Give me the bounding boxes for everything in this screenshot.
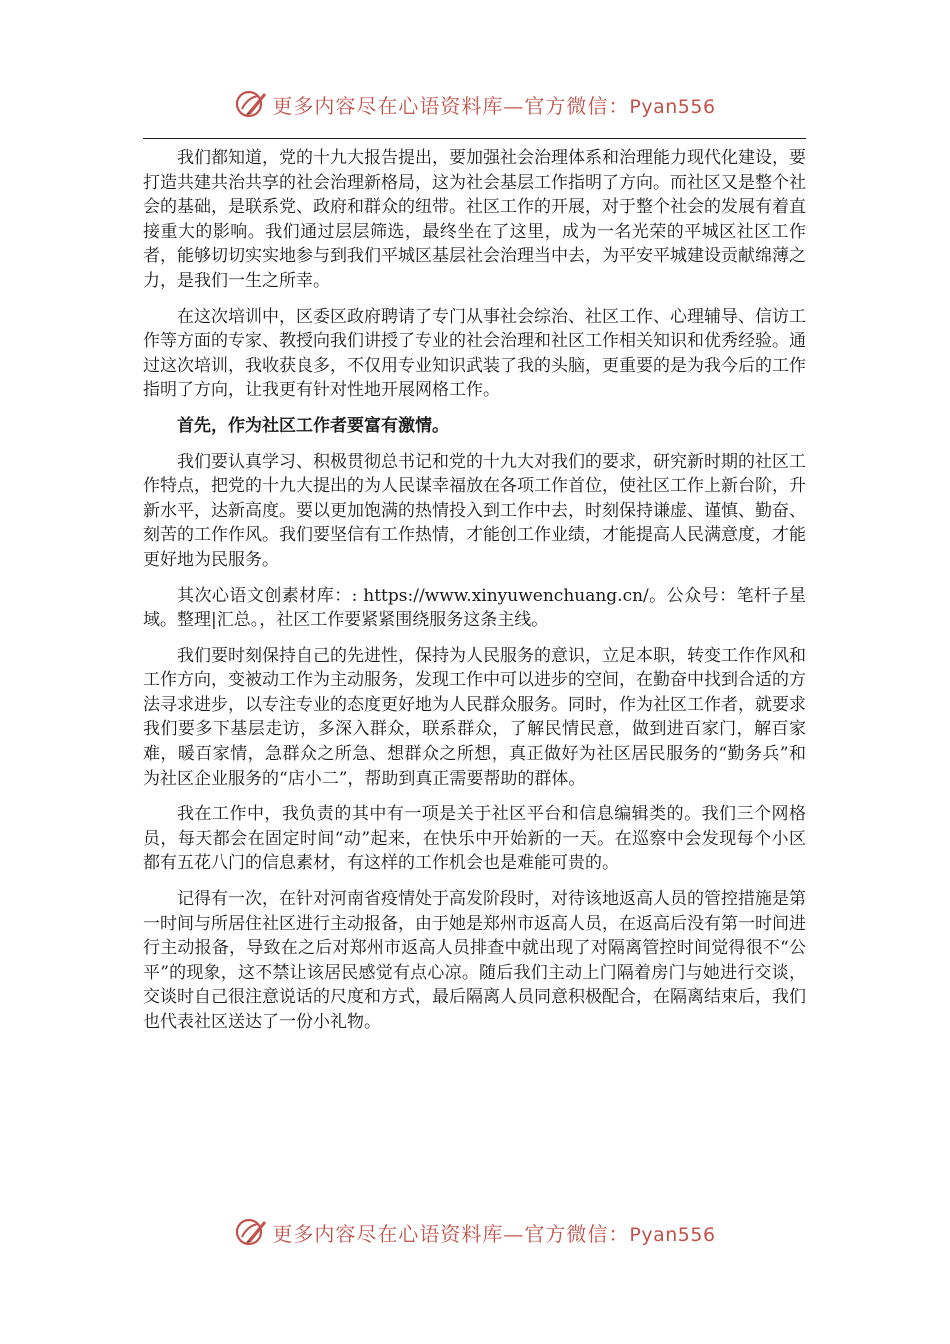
paragraph: 其次心语文创素材库：: https://www.xinyuwenchuang.cn/。公众号：笔杆子星域。整理|汇总。，社区工作要紧紧围绕服务这条主线。 — [143, 585, 806, 631]
paragraph: 我们要时刻保持自己的先进性，保持为人民服务的意识，立足本职，转变工作作风和工作方向，变被动工作为主动服务，发现工作中可以进步的空间，在勤奋中找到合适的方法寻求进步，以专注专业的态度更好地为人民群众服务。同时，作为社区工作者，就要求我们要多下基层走访，多深入群众，联系群众，了解民情民意，做到进百家门，解百家难，暖百家情，急群众之所急、想群众之所想，真正做好为社区居民服务的“勤务兵”和为社区企业服务的“店小二”，帮助到真正需要帮助的群体。 — [143, 645, 806, 789]
header-wechat-id: Pyan556 — [629, 95, 716, 118]
pen-logo-icon — [234, 87, 268, 121]
section-heading: 首先，作为社区工作者要富有激情。 — [177, 415, 449, 436]
footer-wechat-id: Pyan556 — [629, 1223, 716, 1246]
pen-logo-icon — [234, 1215, 268, 1249]
paragraph: 记得有一次，在针对河南省疫情处于高发阶段时，对待该地返高人员的管控措施是第一时间与所居住社区进行主动报备，由于她是郑州市返高人员，在返高后没有第一时间进行主动报备，导致在之后对郑州市返高人员排查中就出现了对隔离管控时间觉得很不“公平”的现象，这不禁让该居民感觉有点心凉。随后我们主动上门隔着房门与她进行交谈，交谈时自己很注意说话的尺度和方式，最后隔离人员同意积极配合，在隔离结束后，我们也代表社区送达了一份小礼物。 — [143, 889, 806, 1032]
paragraph: 在这次培训中，区委区政府聘请了专门从事社会综治、社区工作、心理辅导、信访工作等方面的专家、教授向我们讲授了专业的社会治理和社区工作相关知识和优秀经验。通过这次培训，我收获良多，不仅用专业知识武装了我的头脑，更重要的是为我今后的工作指明了方向，让我更有针对性地开展网格工作。 — [143, 306, 806, 401]
paragraph: 我们要认真学习、积极贯彻总书记和党的十九大对我们的要求，研究新时期的社区工作特点，把党的十九大提出的为人民谋幸福放在各项工作首位，使社区工作上新台阶，升新水平，达新高度。要以更加饱满的热情投入到工作中去，时刻保持谦虚、谨慎、勤奋、刻苦的工作作风。我们要坚信有工作热情，才能创工作业绩，才能提高人民满意度，才能更好地为民服务。 — [143, 451, 806, 570]
document-body — [143, 146, 806, 1046]
paragraph: 我在工作中，我负责的其中有一项是关于社区平台和信息编辑类的。我们三个网格员，每天都会在固定时间“动”起来，在快乐中开始新的一天。在巡察中会发现每个小区都有五花八门的信息素材，有这样的工作机会也是难能可贵的。 — [143, 804, 806, 874]
paragraph: 我们都知道，党的十九大报告提出，要加强社会治理体系和治理能力现代化建设，要打造共建共治共享的社会治理新格局，这为社会基层工作指明了方向。而社区又是整个社会的基础，是联系党、政府和群众的纽带。社区工作的开展，对于整个社会的发展有着直接重大的影响。我们通过层层筛选，最终坐在了这里，成为一名光荣的平城区社区工作者，能够切切实实地参与到我们平城区基层社会治理当中去，为平安平城建设贡献绵薄之力，是我们一生之所幸。 — [143, 148, 806, 291]
header-banner — [0, 84, 950, 124]
header-banner-text: 更多内容尽在心语资料库—官方微信：Pyan556 — [272, 93, 716, 118]
footer-banner-text: 更多内容尽在心语资料库—官方微信：Pyan556 — [272, 1221, 716, 1246]
header-divider — [143, 138, 806, 139]
footer-banner — [0, 1212, 950, 1252]
